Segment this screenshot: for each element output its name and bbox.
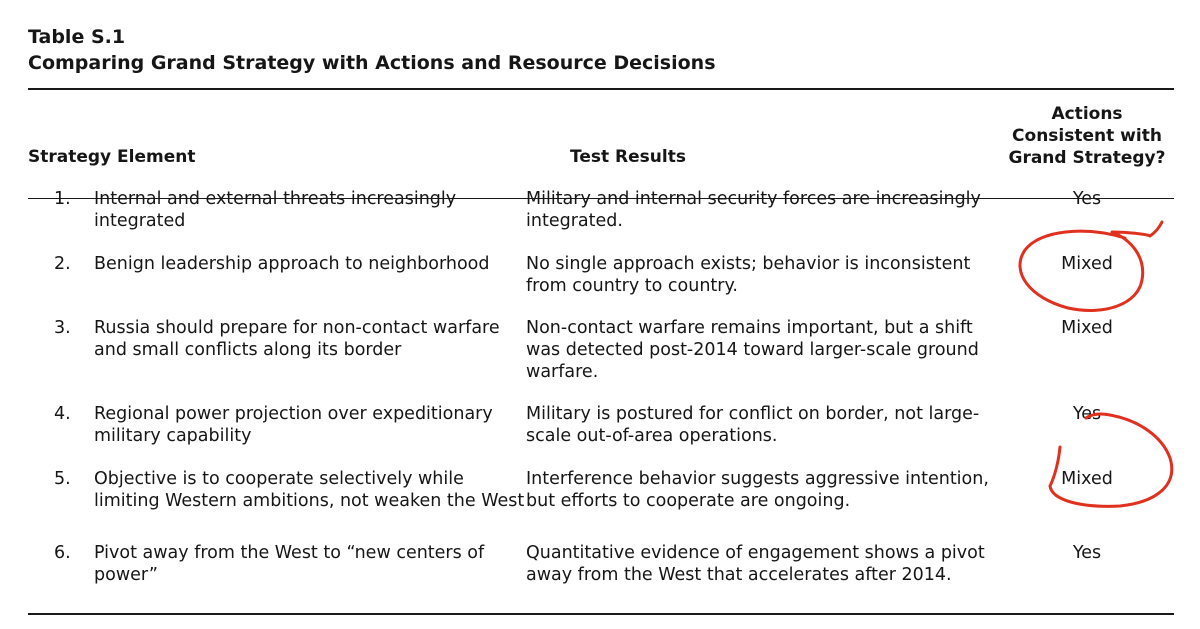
row-strategy-element: Pivot away from the West to “new centers of power” [94,543,485,585]
row-number: 1. [54,189,71,209]
row-test-result: No single approach exists; behavior is inconsistent from country to country. [526,254,971,296]
row-test-result: Military and internal security forces are increasingly integrated. [526,189,981,231]
column-header-strategy-element: Strategy Element [28,147,196,167]
row-test-result: Military is postured for conflict on border, not large-scale out-of-area operations. [526,404,980,446]
row-strategy-element: Russia should prepare for non-contact warfare and small conflicts along its border [94,318,500,360]
row-number: 6. [54,543,71,563]
table-top-rule [28,88,1174,90]
row-number: 5. [54,469,71,489]
row-consistency: Yes [1072,189,1102,209]
row-number: 4. [54,404,71,424]
row-consistency: Mixed [1061,469,1113,489]
row-test-result: Non-contact warfare remains important, but a shift was detected post-2014 toward larger-scale ground warfare. [526,318,979,382]
row-strategy-element: Internal and external threats increasingly integrated [94,189,457,231]
table-bottom-rule [28,613,1174,615]
document-page [28,24,1176,614]
row-strategy-element: Regional power projection over expeditionary military capability [94,404,493,446]
table-label: Table S.1 [28,26,126,48]
column-header-actions-consistent: Actions Consistent with Grand Strategy? [1008,104,1166,168]
row-test-result: Quantitative evidence of engagement shows a pivot away from the West that accelerates after 2014. [526,543,985,585]
row-number: 2. [54,254,71,274]
row-number: 3. [54,318,71,338]
row-consistency: Yes [1072,404,1102,424]
row-test-result: Interference behavior suggests aggressive intention, but efforts to cooperate are ongoing. [526,469,989,511]
column-header-test-results: Test Results [570,147,686,167]
row-consistency: Mixed [1061,254,1113,274]
row-strategy-element: Objective is to cooperate selectively while limiting Western ambitions, not weaken the West [94,469,525,511]
row-strategy-element: Benign leadership approach to neighborhood [94,254,490,274]
row-consistency: Yes [1072,543,1102,563]
row-consistency: Mixed [1061,318,1113,338]
table-title: Comparing Grand Strategy with Actions and Resource Decisions [28,52,716,74]
